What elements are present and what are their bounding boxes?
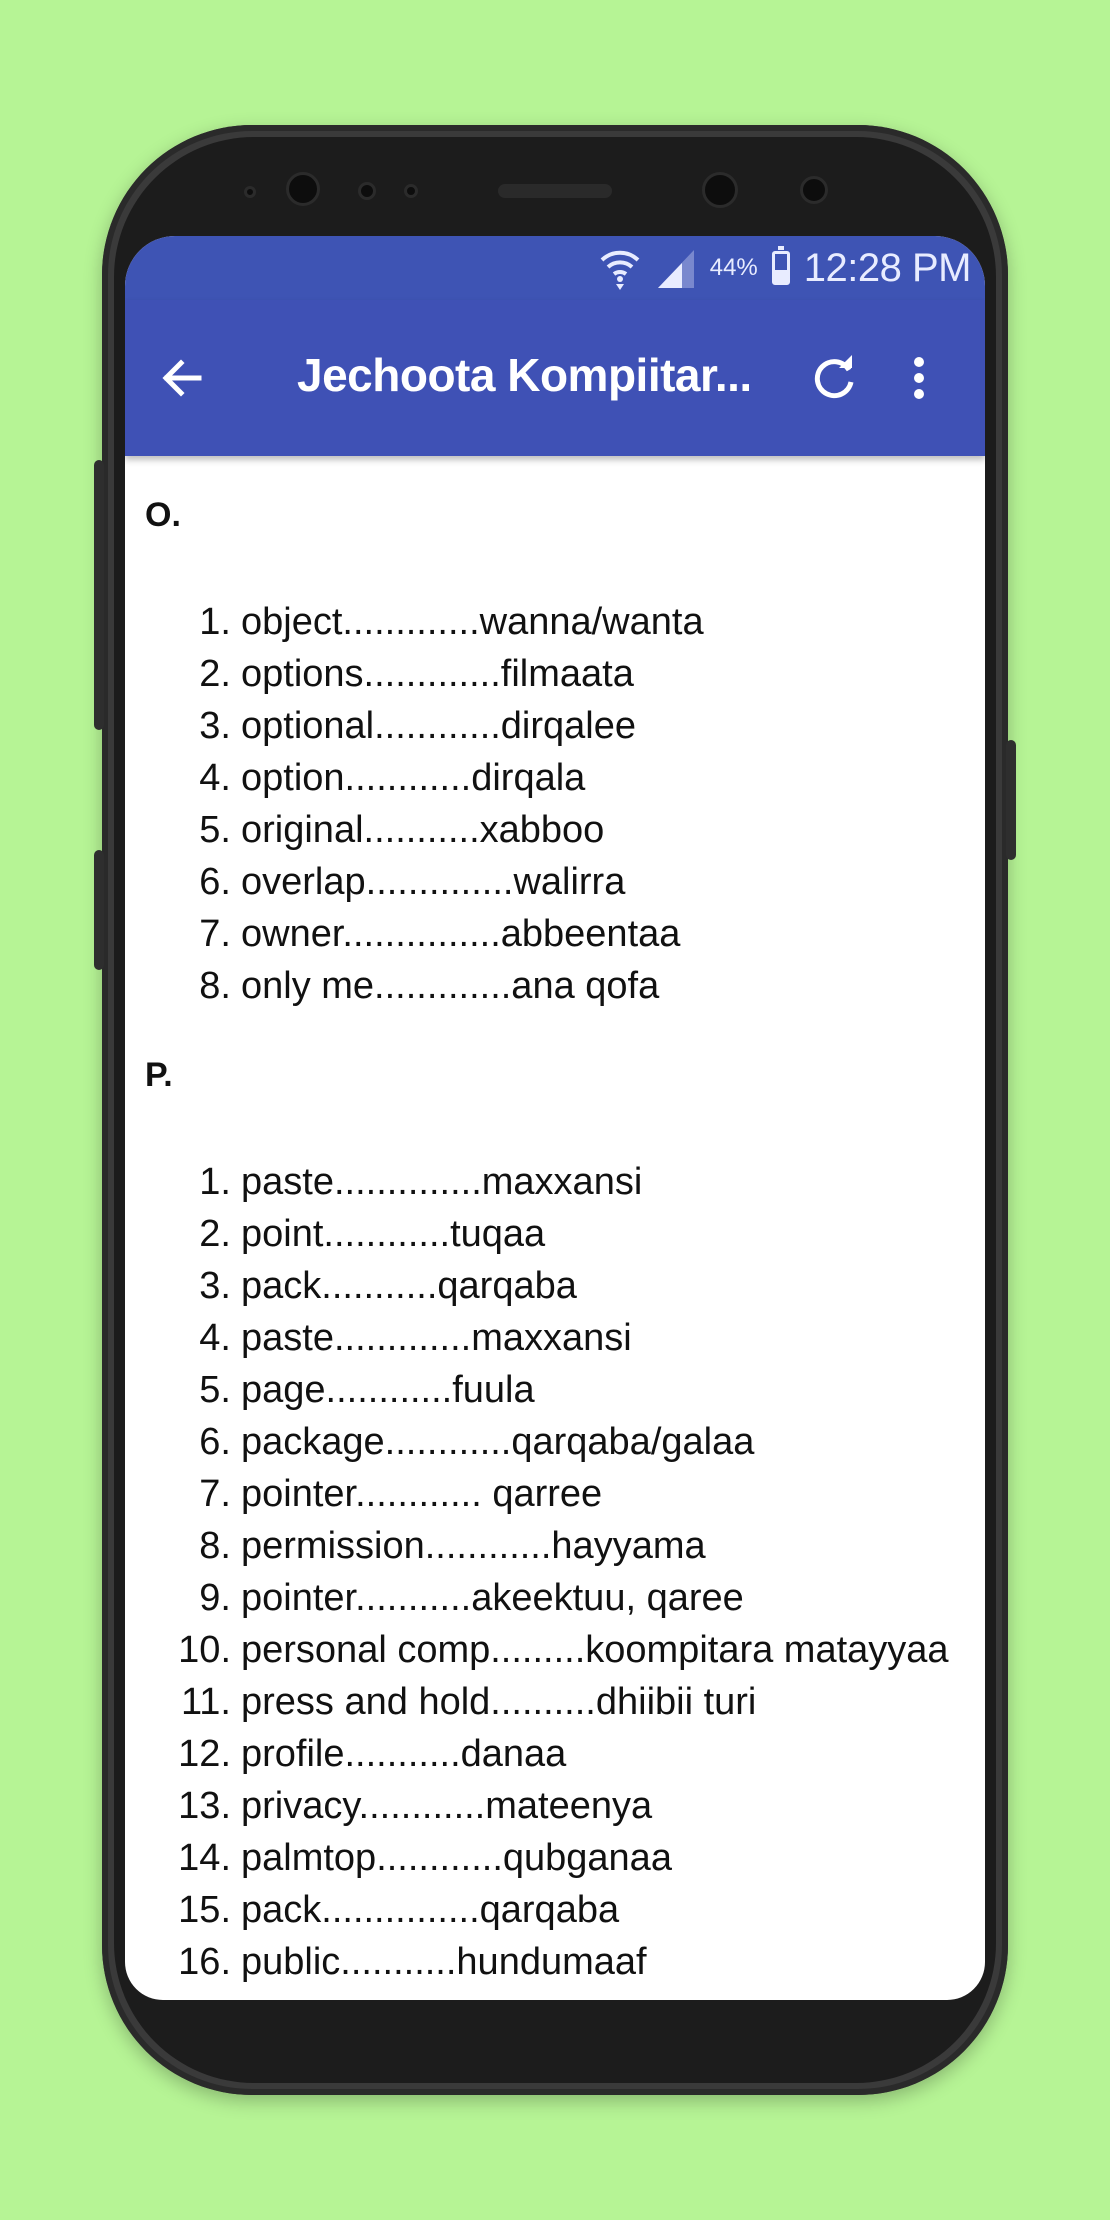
section-heading-p: P.	[145, 1056, 173, 1094]
list-item	[125, 1156, 642, 1208]
item-text: personal comp.........koompitara matayyaa	[241, 1629, 949, 1671]
list-item	[125, 908, 680, 960]
phone-bottom-bezel	[125, 2000, 985, 2070]
item-text: overlap..............walirra	[241, 861, 626, 903]
item-number: 5.	[199, 1369, 231, 1411]
item-text: permission............hayyama	[241, 1525, 706, 1567]
item-number: 1.	[199, 601, 231, 643]
item-number: 5.	[199, 809, 231, 851]
item-text: point............tuqaa	[241, 1213, 546, 1255]
list-item	[125, 700, 636, 752]
battery-percent: 44%	[709, 254, 758, 281]
list-item	[125, 1208, 545, 1260]
item-text: object.............wanna/wanta	[241, 601, 704, 643]
list-item	[125, 1364, 535, 1416]
volume-down-button	[94, 850, 104, 970]
list-item	[125, 1260, 577, 1312]
status-time: 12:28 PM	[803, 245, 971, 290]
item-number: 6.	[199, 1421, 231, 1463]
list-item	[125, 856, 625, 908]
item-text: pack...........qarqaba	[241, 1265, 577, 1307]
list-item	[125, 1884, 619, 1936]
back-arrow-icon[interactable]	[153, 348, 213, 408]
item-number: 3.	[199, 1265, 231, 1307]
item-number: 4.	[199, 1317, 231, 1359]
content-area[interactable]	[125, 456, 985, 2000]
page-title: Jechoota Kompiitar...	[297, 349, 752, 401]
item-text: owner...............abbeentaa	[241, 913, 681, 955]
front-camera-icon	[286, 172, 320, 206]
app-bar	[125, 300, 985, 456]
item-text: public...........hundumaaf	[241, 1941, 647, 1983]
light-sensor-icon	[404, 184, 418, 198]
status-bar	[125, 236, 985, 300]
refresh-icon[interactable]	[805, 348, 865, 408]
item-text: page............fuula	[241, 1369, 535, 1411]
proximity-sensor-icon	[358, 182, 376, 200]
item-text: paste.............maxxansi	[241, 1317, 632, 1359]
item-text: original...........xabboo	[241, 809, 605, 851]
list-item	[125, 1572, 744, 1624]
list-item	[125, 804, 604, 856]
list-item	[125, 1936, 647, 1988]
item-text: profile...........danaa	[241, 1733, 567, 1775]
list-item	[125, 1780, 652, 1832]
item-number: 15.	[178, 1889, 231, 1931]
list-item	[125, 1728, 566, 1780]
list-item	[125, 1624, 949, 1676]
item-number: 6.	[199, 861, 231, 903]
item-number: 13.	[178, 1785, 231, 1827]
iris-sensor-icon	[800, 176, 828, 204]
item-text: pack...............qarqaba	[241, 1889, 620, 1931]
item-number: 2.	[199, 653, 231, 695]
item-text: pointer............ qarree	[241, 1473, 603, 1515]
list-item	[125, 1676, 756, 1728]
item-text: option............dirqala	[241, 757, 586, 799]
list-item	[125, 752, 585, 804]
item-text: press and hold..........dhiibii turi	[241, 1681, 757, 1723]
item-text: palmtop............qubganaa	[241, 1837, 672, 1879]
item-text: options.............filmaata	[241, 653, 634, 695]
item-number: 7.	[199, 1473, 231, 1515]
item-number: 14.	[178, 1837, 231, 1879]
power-button	[1006, 740, 1016, 860]
battery-icon	[772, 251, 790, 285]
front-sensor-icon	[244, 186, 256, 198]
item-number: 8.	[199, 965, 231, 1007]
list-item	[125, 648, 634, 700]
item-text: paste..............maxxansi	[241, 1161, 643, 1203]
item-text: package............qarqaba/galaa	[241, 1421, 755, 1463]
item-number: 3.	[199, 705, 231, 747]
earpiece-speaker	[498, 184, 612, 198]
more-vert-icon[interactable]	[899, 348, 939, 408]
battery-level	[775, 270, 787, 282]
item-text: only me.............ana qofa	[241, 965, 660, 1007]
list-item	[125, 1312, 632, 1364]
item-text: pointer...........akeektuu, qaree	[241, 1577, 744, 1619]
item-number: 11.	[180, 1681, 231, 1723]
item-text: privacy............mateenya	[241, 1785, 653, 1827]
section-heading-o: O.	[145, 496, 181, 534]
item-number: 1.	[199, 1161, 231, 1203]
item-number: 10.	[178, 1629, 231, 1671]
list-item	[125, 596, 704, 648]
status-indicators	[598, 244, 971, 292]
item-number: 4.	[199, 757, 231, 799]
list-item	[125, 1468, 602, 1520]
phone-screen	[125, 236, 985, 2000]
item-number: 16.	[178, 1941, 231, 1983]
item-number: 7.	[199, 913, 231, 955]
item-number: 8.	[199, 1525, 231, 1567]
item-number: 2.	[199, 1213, 231, 1255]
item-number: 9.	[199, 1577, 231, 1619]
list-item	[125, 1416, 754, 1468]
iris-camera-icon	[702, 172, 738, 208]
item-text: optional............dirqalee	[241, 705, 637, 747]
list-item	[125, 1520, 706, 1572]
list-item	[125, 1832, 672, 1884]
volume-up-button	[94, 460, 104, 730]
list-item	[125, 960, 659, 1012]
signal-icon	[656, 246, 696, 290]
item-number: 12.	[178, 1733, 231, 1775]
wifi-icon	[598, 244, 642, 292]
